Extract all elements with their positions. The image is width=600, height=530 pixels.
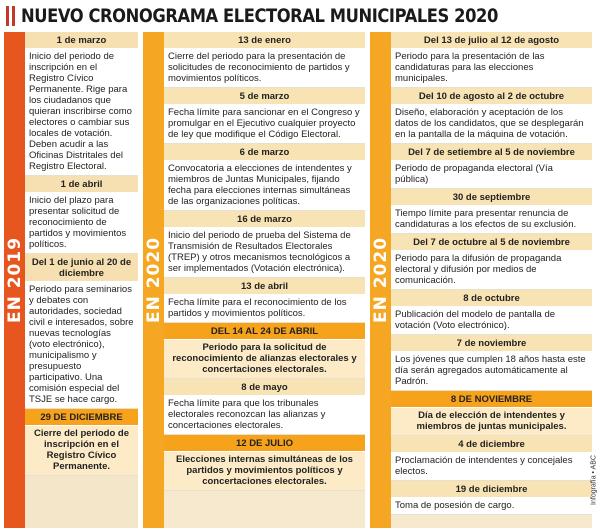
year-band [4,32,25,528]
entry-date: 4 de diciembre [391,436,592,453]
entry-date: Del 7 de octubre al 5 de noviembre [391,234,592,251]
entry-date-highlight: DEL 14 AL 24 DE ABRIL [164,323,365,340]
entry-text: Toma de posesión de cargo. [391,498,592,515]
entry-text-highlight: Elecciones internas simultáneas de los partidos y movimientos políticos y concertaciones electorales. [164,452,365,491]
credit [590,440,598,520]
entry-text: Periodo para seminarios y debates con autoridades, sociedad civil e interesados, sobre nuevas tecnologías (voto electrónico), municipalismo y presupuesto participativo. Una comisión especial del TSJE se hace cargo. [25,282,138,409]
page-title: NUEVO CRONOGRAMA ELECTORAL MUNICIPALES 2020 [21,4,498,27]
column-2020-a [143,32,365,528]
entry-date: 7 de noviembre [391,335,592,352]
entry-date: Del 1 de junio al 20 de diciembre [25,254,138,282]
entry-text: Periodo de propaganda electoral (Vía pública) [391,161,592,189]
entry-text: Convocatoria a elecciones de intendentes y miembros de Juntas Municipales, fijando fecha para elecciones internas simultáneas de las organizaciones políticas. [164,161,365,211]
entry-date: 6 de marzo [164,144,365,161]
entry-text: Fecha límite para el reconocimiento de los partidos y movimientos políticos. [164,295,365,323]
entry-text: Periodo para la difusión de propaganda electoral y difusión por medios de comunicación. [391,251,592,290]
year-band [370,32,391,528]
entry-text: Proclamación de intendentes y concejales electos. [391,453,592,481]
year-band-label: EN 2020 [370,236,391,324]
entry-date: 8 de octubre [391,290,592,307]
column-2020-b [370,32,592,528]
entry-date: 8 de mayo [164,379,365,396]
entry-text: Fecha límite para sancionar en el Congreso y promulgar en el Ejecutivo cualquier proyecto de ley que modifique el Código Electoral. [164,105,365,144]
entry-date: 1 de marzo [25,32,138,49]
credit-text: Infografía • ABC [590,455,598,505]
entry-date-highlight: 8 DE NOVIEMBRE [391,391,592,408]
entry-date: Del 7 de setiembre al 5 de noviembre [391,144,592,161]
year-band-label: EN 2020 [143,236,164,324]
entry-text: Periodo para la presentación de las candidaturas para las elecciones municipales. [391,49,592,88]
entry-date: 1 de abril [25,176,138,193]
entry-text-highlight: Día de elección de intendentes y miembros de juntas municipales. [391,408,592,436]
entry-text: Diseño, elaboración y aceptación de los datos de los candidatos, que se desplegarán en la pantalla de la máquina de votación. [391,105,592,144]
entry-date-highlight: 29 DE DICIEMBRE [25,409,138,426]
entry-text: Inicio del plazo para presentar solicitud de reconocimiento de partidos y movimientos políticos. [25,193,138,254]
column-2019 [4,32,138,528]
entry-text: Inicio del periodo de prueba del Sistema de Transmisión de Resultados Electorales (TREP) y otros mecanismos tecnológicos a ser implementados (Votación electrónica). [164,228,365,278]
entry-date: 13 de abril [164,278,365,295]
year-band-label: EN 2019 [4,236,25,324]
entry-date: 30 de septiembre [391,189,592,206]
entry-text: Inicio del periodo de inscripción en el Registro Cívico Permanente. Rige para los ciudadanos que quieran inscribirse como electores o cambiar sus locales de votación. Deben acudir a las Oficinas Distritales del Registro Electoral. [25,49,138,176]
entry-date: 5 de marzo [164,88,365,105]
timeline-entries [164,32,365,528]
timeline-entries [25,32,138,528]
page-title-bar [0,0,600,31]
entry-date: 19 de diciembre [391,481,592,498]
entry-text: Tiempo límite para presentar renuncia de candidaturas a los efectos de su exclusión. [391,206,592,234]
entry-date: Del 10 de agosto al 2 de octubre [391,88,592,105]
timeline-entries [391,32,592,528]
entry-date: 13 de enero [164,32,365,49]
entry-date: Del 13 de julio al 12 de agosto [391,32,592,49]
year-band [143,32,164,528]
entry-date: 16 de marzo [164,211,365,228]
title-accent-bars [6,6,15,26]
entry-text-highlight: Cierre del periodo de inscripción en el Registro Cívico Permanente. [25,426,138,476]
entry-text: Cierre del periodo para la presentación de solicitudes de reconocimiento de partidos y movimientos políticos. [164,49,365,88]
entry-text: Fecha límite para que los tribunales electorales reconozcan las alianzas y concertaciones electorales. [164,396,365,435]
entry-text: Publicación del modelo de pantalla de votación (Voto electrónico). [391,307,592,335]
entry-date-highlight: 12 DE JULIO [164,435,365,452]
entry-text-highlight: Periodo para la solicitud de reconocimiento de alianzas electorales y concertaciones electorales. [164,340,365,379]
entry-text: Los jóvenes que cumplen 18 años hasta este día serán agregados automáticamente al Padrón. [391,352,592,391]
